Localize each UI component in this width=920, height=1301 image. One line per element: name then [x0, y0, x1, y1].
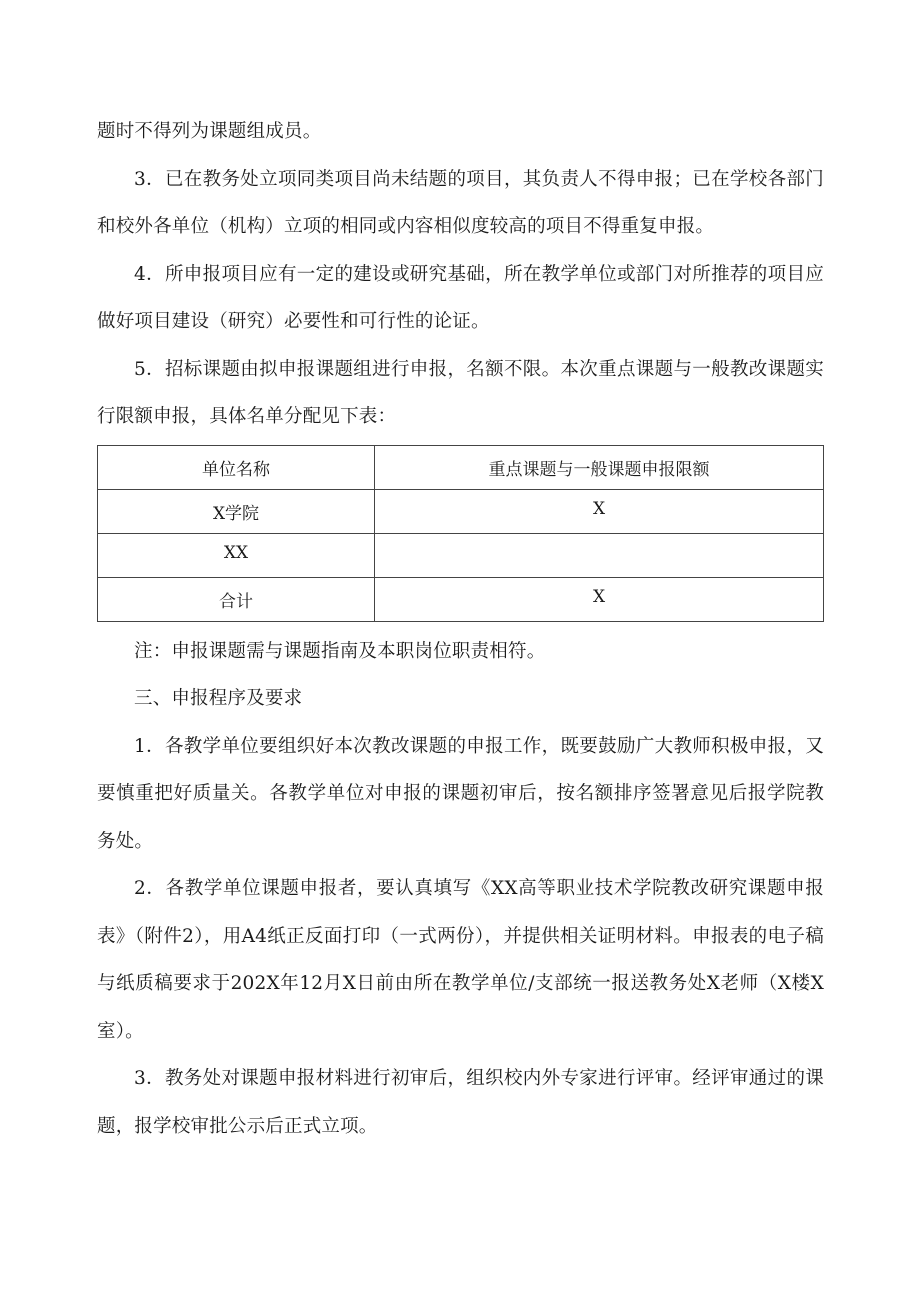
- rule-paragraph-5: 5．招标课题由拟申报课题组进行申报，名额不限。本次重点课题与一般教改课题实行限额申报，具体名单分配见下表：: [97, 358, 824, 427]
- table-row: [98, 533, 824, 577]
- table-header-quota: 重点课题与一般课题申报限额: [375, 445, 824, 489]
- intro-tail-paragraph: 题时不得列为课题组成员。: [97, 121, 322, 142]
- table-cell-unit: X学院: [98, 489, 375, 533]
- table-cell-quota: [375, 533, 824, 577]
- table-note: 注：申报课题需与课题指南及本职岗位职责相符。: [134, 640, 546, 662]
- rule-paragraph-3: 3．已在教务处立项同类项目尚未结题的项目，其负责人不得申报；已在学校各部门和校外各单位（机构）立项的相同或内容相似度较高的项目不得重复申报。: [97, 168, 824, 237]
- document-page: [97, 108, 824, 1150]
- section-heading: 三、申报程序及要求: [134, 688, 303, 709]
- quota-table: [97, 445, 824, 622]
- table-cell-unit: XX: [98, 533, 375, 577]
- procedure-paragraph-2: 2．各教学单位课题申报者，要认真填写《XX高等职业技术学院教改研究课题申报表》（附件2），用A4纸正反面打印（一式两份），并提供相关证明材料。申报表的电子稿与纸质稿要求于202X年12月X日前由所在教学单位/支部统一报送教务处X老师（X楼X室）。: [97, 878, 824, 1042]
- procedure-paragraph-1: 1．各教学单位要组织好本次教改课题的申报工作，既要鼓励广大教师积极申报，又要慎重把好质量关。各教学单位对申报的课题初审后，按名额排序签署意见后报学院教务处。: [97, 735, 824, 852]
- table-cell-unit: 合计: [98, 577, 375, 621]
- table-cell-quota: X: [375, 489, 824, 533]
- table-header-row: [98, 445, 824, 489]
- table-row: [98, 577, 824, 621]
- table-cell-quota: X: [375, 577, 824, 621]
- table-row: [98, 489, 824, 533]
- rule-paragraph-4: 4．所申报项目应有一定的建设或研究基础，所在教学单位或部门对所推荐的项目应做好项目建设（研究）必要性和可行性的论证。: [97, 263, 824, 332]
- procedure-paragraph-3: 3．教务处对课题申报材料进行初审后，组织校内外专家进行评审。经评审通过的课题，报学校审批公示后正式立项。: [97, 1068, 824, 1137]
- table-header-unit: 单位名称: [98, 445, 375, 489]
